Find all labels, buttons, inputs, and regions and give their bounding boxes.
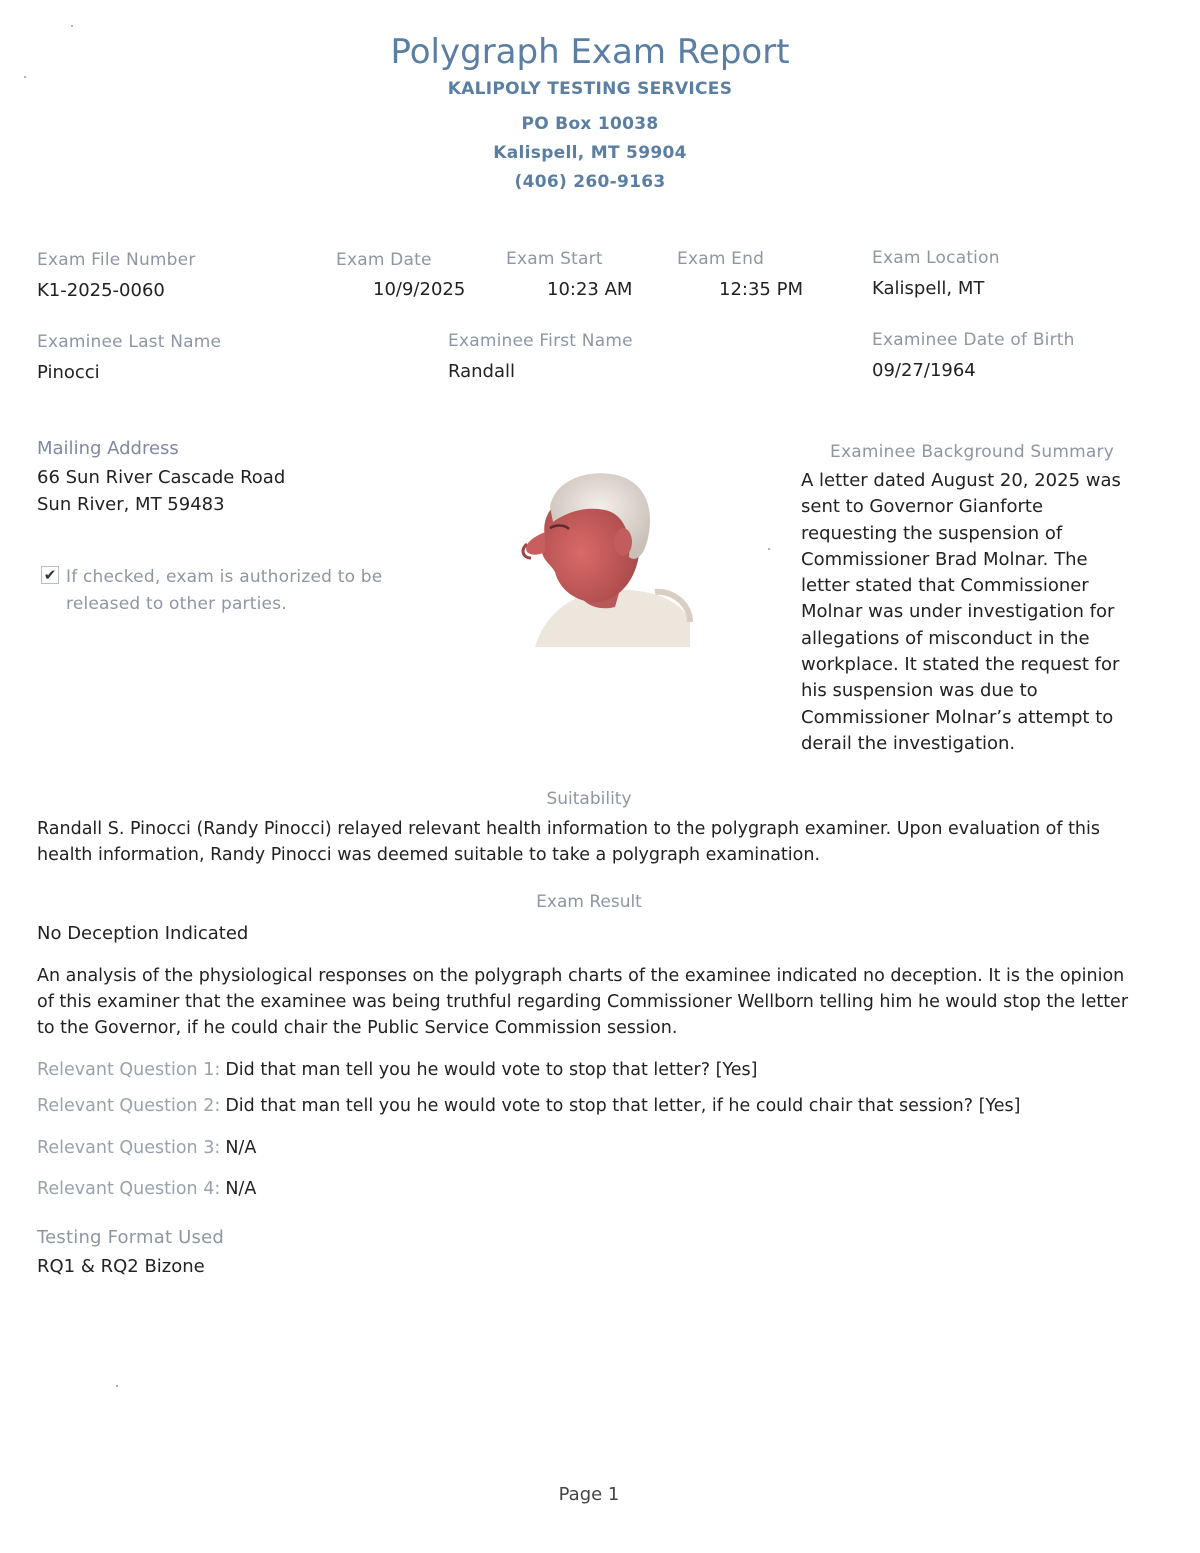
suitability-line2: health information, Randy Pinocci was deemed suitable to take a polygraph examination.	[37, 845, 821, 865]
relevant-question-1	[37, 1060, 757, 1080]
examinee-photo	[505, 462, 695, 647]
testing-format-value: RQ1 & RQ2 Bizone	[37, 1256, 205, 1277]
relevant-question-4	[37, 1179, 256, 1199]
exam-start: 10:23 AM	[547, 279, 633, 300]
examinee-dob: 09/27/1964	[872, 360, 976, 381]
background-line: Commissioner Brad Molnar. The	[801, 548, 1088, 570]
examinee-last-name: Pinocci	[37, 362, 100, 383]
examinee-dob-label: Examinee Date of Birth	[872, 330, 1075, 350]
exam-location: Kalispell, MT	[872, 278, 985, 299]
background-line: his suspension was due to	[801, 680, 1038, 702]
relevant-question-label: Relevant Question 1:	[37, 1060, 221, 1080]
exam-result-label: Exam Result	[536, 892, 642, 912]
background-summary-text	[801, 470, 1121, 759]
background-line: sent to Governor Gianforte	[801, 496, 1044, 518]
background-summary-label: Examinee Background Summary	[830, 442, 1114, 462]
scan-speck	[71, 25, 73, 27]
suitability-line1: Randall S. Pinocci (Randy Pinocci) relayed relevant health information to the polygraph examiner. Upon evaluation of this	[37, 819, 1100, 839]
background-line: workplace. It stated the request for	[801, 654, 1120, 676]
relevant-question-text: Did that man tell you he would vote to stop that letter? [Yes]	[225, 1060, 758, 1080]
exam-end-label: Exam End	[677, 249, 765, 269]
background-line: allegations of misconduct in the	[801, 627, 1090, 649]
report-title: Polygraph Exam Report	[390, 32, 790, 72]
exam-file-number-label: Exam File Number	[37, 250, 196, 270]
examinee-first-name: Randall	[448, 361, 516, 382]
relevant-question-text: Did that man tell you he would vote to stop that letter, if he could chair that session? [Yes]	[225, 1096, 1021, 1116]
testing-format-label: Testing Format Used	[37, 1227, 225, 1248]
mailing-address-label: Mailing Address	[37, 438, 179, 459]
exam-start-label: Exam Start	[506, 249, 603, 269]
relevant-question-3	[37, 1138, 256, 1158]
mailing-address-line1: 66 Sun River Cascade Road	[37, 467, 286, 488]
background-line: requesting the suspension of	[801, 522, 1063, 544]
relevant-question-2	[37, 1096, 1021, 1116]
company-po-box: PO Box 10038	[521, 114, 659, 134]
company-city: Kalispell, MT 59904	[493, 143, 687, 163]
background-line: derail the investigation.	[801, 732, 1016, 754]
analysis-line1: An analysis of the physiological responses on the polygraph charts of the examinee indicated no deception. It is the opinion	[37, 966, 1125, 986]
relevant-question-label: Relevant Question 3:	[37, 1138, 221, 1158]
relevant-question-text: N/A	[225, 1138, 257, 1158]
release-text-line1: If checked, exam is authorized to be	[66, 567, 383, 587]
exam-date-label: Exam Date	[336, 250, 432, 270]
examinee-first-name-label: Examinee First Name	[448, 331, 633, 351]
background-line: Commissioner Molnar’s attempt to	[801, 706, 1114, 728]
analysis-line2: of this examiner that the examinee was being truthful regarding Commissioner Wellborn telling him he would stop the letter	[37, 992, 1129, 1012]
exam-result-verdict: No Deception Indicated	[37, 923, 249, 944]
company-phone: (406) 260-9163	[514, 172, 666, 192]
background-line: letter stated that Commissioner	[801, 575, 1089, 597]
exam-date: 10/9/2025	[373, 279, 466, 300]
suitability-label: Suitability	[546, 789, 632, 809]
scan-speck	[24, 76, 26, 78]
company-name: KALIPOLY TESTING SERVICES	[447, 79, 733, 99]
background-line: Molnar was under investigation for	[801, 601, 1115, 623]
scan-speck	[768, 548, 770, 550]
examinee-last-name-label: Examinee Last Name	[37, 332, 222, 352]
analysis-line3: to the Governor, if he could chair the Public Service Commission session.	[37, 1018, 678, 1038]
scan-speck	[116, 1385, 118, 1387]
exam-location-label: Exam Location	[872, 248, 1000, 268]
suitability-text	[37, 816, 1157, 868]
exam-result-analysis	[37, 963, 1167, 1041]
relevant-question-text: N/A	[225, 1179, 257, 1199]
exam-end: 12:35 PM	[719, 279, 803, 300]
exam-file-number: K1-2025-0060	[37, 280, 165, 301]
mailing-address-line2: Sun River, MT 59483	[37, 494, 225, 515]
background-line: A letter dated August 20, 2025 was	[801, 470, 1121, 491]
relevant-question-label: Relevant Question 2:	[37, 1096, 221, 1116]
release-text-line2: released to other parties.	[66, 594, 287, 614]
release-authorized-checkbox[interactable]: ✔	[41, 566, 59, 584]
page-number: Page 1	[558, 1484, 620, 1505]
relevant-question-label: Relevant Question 4:	[37, 1179, 221, 1199]
